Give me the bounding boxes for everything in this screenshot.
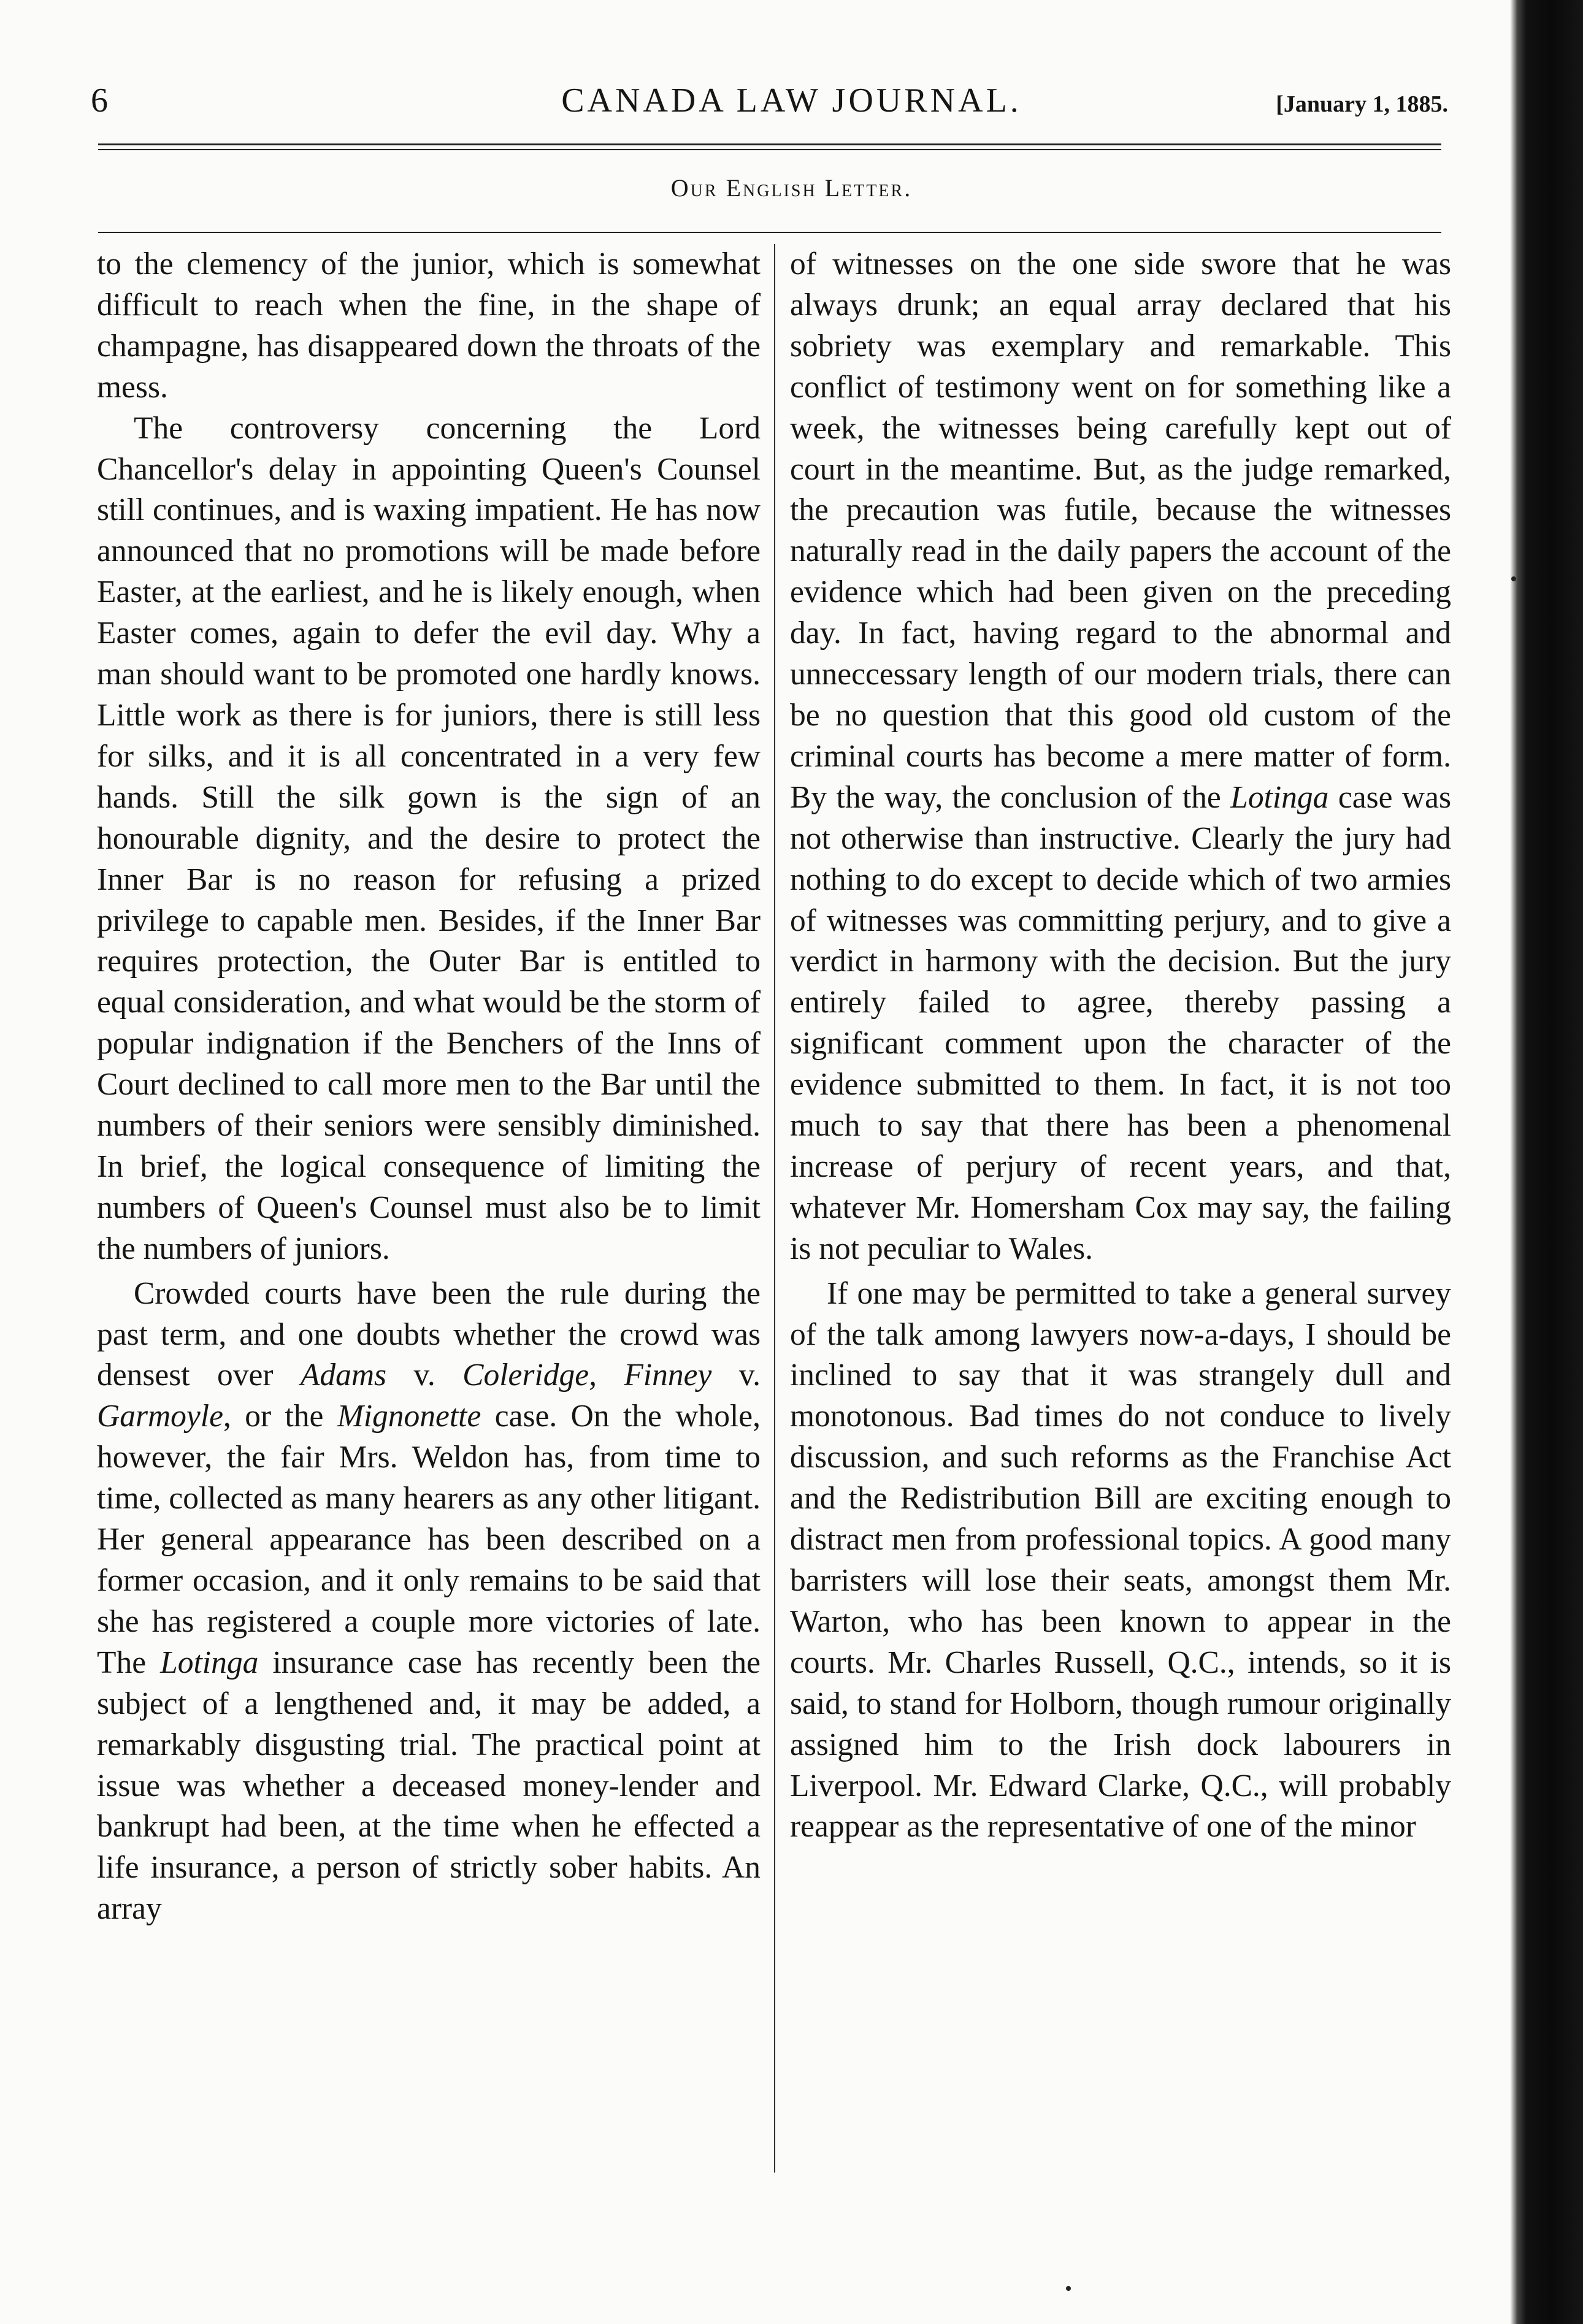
left-column xyxy=(97,244,761,1930)
text-run: v. xyxy=(386,1358,463,1393)
text-run: Crowded courts have been the rule during the past term, and one doubts whether the crowd was densest over xyxy=(97,1275,761,1393)
paragraph xyxy=(97,1274,761,1930)
case-name: Garmoyle xyxy=(97,1399,223,1434)
header-rule xyxy=(98,143,1441,145)
case-name: Mignonette xyxy=(337,1399,481,1434)
text-run: case was not otherwise than instructive. Clearly the jury had nothing to do except to decide which of two armies of witnesses was committing perjury, and to give a verdict in harmony with the decision. But the jury entirely failed to agree, thereby passing a significant comment upon the character of the evidence submitted to them. In fact, it is not too much to say that there has been a phenomenal increase of perjury of recent years, and that, whatever Mr. Homersham Cox may say, the failing is not peculiar to Wales. xyxy=(790,779,1451,1266)
paragraph xyxy=(790,244,1451,1270)
case-name: Adams xyxy=(300,1358,387,1393)
text-run: v. xyxy=(711,1358,761,1393)
text-run: insurance case has recently been the subject of a lengthened and, it may be added, a remarkably disgusting trial. The practical point at issue was whether a deceased money-lender and bankrupt had been, at the time when he effected a life insurance, a person of strictly sober habits. An array xyxy=(97,1645,761,1927)
text-run: case. On the whole, however, the fair Mrs. Weldon has, from time to time, collected as many hearers as any other litigant. Her general appearance has been described on a former occasion, and it only remains to be said that she has registered a couple more victories of late. The xyxy=(97,1399,761,1680)
header-rule-thin xyxy=(98,149,1441,150)
margin-mark xyxy=(1511,576,1516,581)
margin-mark xyxy=(1066,2286,1071,2291)
case-name: Lotinga xyxy=(1230,779,1329,815)
case-name: Lotinga xyxy=(160,1645,259,1680)
column-divider xyxy=(774,244,775,2173)
binding-edge xyxy=(1497,0,1583,2324)
section-title: Our English Letter. xyxy=(670,174,913,202)
text-run: of witnesses on the one side swore that he was always drunk; an equal array declared that his sobriety was exemplary and remarkable. This conflict of testimony went on for something like a week, the witnesses being carefully kept out of court in the meantime. But, as the judge remarked, the precaution was futile, because the witnesses naturally read in the daily papers the account of the evidence which had been given on the preceding day. In fact, having regard to the abnormal and unneccessary length of our modern trials, there can be no question that this good old custom of the criminal courts has become a mere matter of form. By the way, the conclusion of the xyxy=(790,247,1451,815)
right-column xyxy=(790,244,1451,1848)
text-run: , or the xyxy=(223,1399,337,1434)
case-name: Coleridge, Finney xyxy=(462,1358,712,1393)
issue-date: [January 1, 1885. xyxy=(1276,91,1448,117)
paragraph: If one may be permitted to take a general survey of the talk among lawyers now-a-days, I should be inclined to say that it was strangely dull and monotonous. Bad times do not conduce to lively discussion, and such reforms as the Franchise Act and the Redistribution Bill are exciting enough to distract men from professional topics. A good many barristers will lose their seats, amongst them Mr. Warton, who has been known to appear in the courts. Mr. Charles Russell, Q.C., intends, so it is said, to stand for Holborn, though rumour originally assigned him to the Irish dock labourers in Liverpool. Mr. Edward Clarke, Q.C., will probably reappear as the representative of one of the minor xyxy=(790,1275,1451,1844)
paragraph: to the clemency of the junior, which is somewhat difficult to reach when the fine, in the shape of champagne, has disappeared down the throats of the mess. xyxy=(97,247,761,405)
journal-title: CANADA LAW JOURNAL. xyxy=(561,82,1022,120)
section-rule xyxy=(98,232,1441,233)
page-number: 6 xyxy=(91,82,108,120)
paragraph: The controversy concerning the Lord Chancellor's delay in appointing Queen's Counsel still continues, and is waxing impatient. He has now announced that no promotions will be made before Easter, at the earliest, and he is likely enough, when Easter comes, again to defer the evil day. Why a man should want to be promoted one hardly knows. Little work as there is for juniors, there is still less for silks, and it is all concentrated in a very few hands. Still the silk gown is the sign of an honourable dignity, and the desire to protect the Inner Bar is no reason for refusing a prized privilege to capable men. Besides, if the Inner Bar requires protection, the Outer Bar is entitled to equal consideration, and what would be the storm of popular indignation if the Benchers of the Inns of Court declined to call more men to the Bar until the numbers of their seniors were sensibly diminished. In brief, the logical consequence of limiting the numbers of Queen's Counsel must also be to limit the numbers of juniors. xyxy=(97,410,761,1266)
